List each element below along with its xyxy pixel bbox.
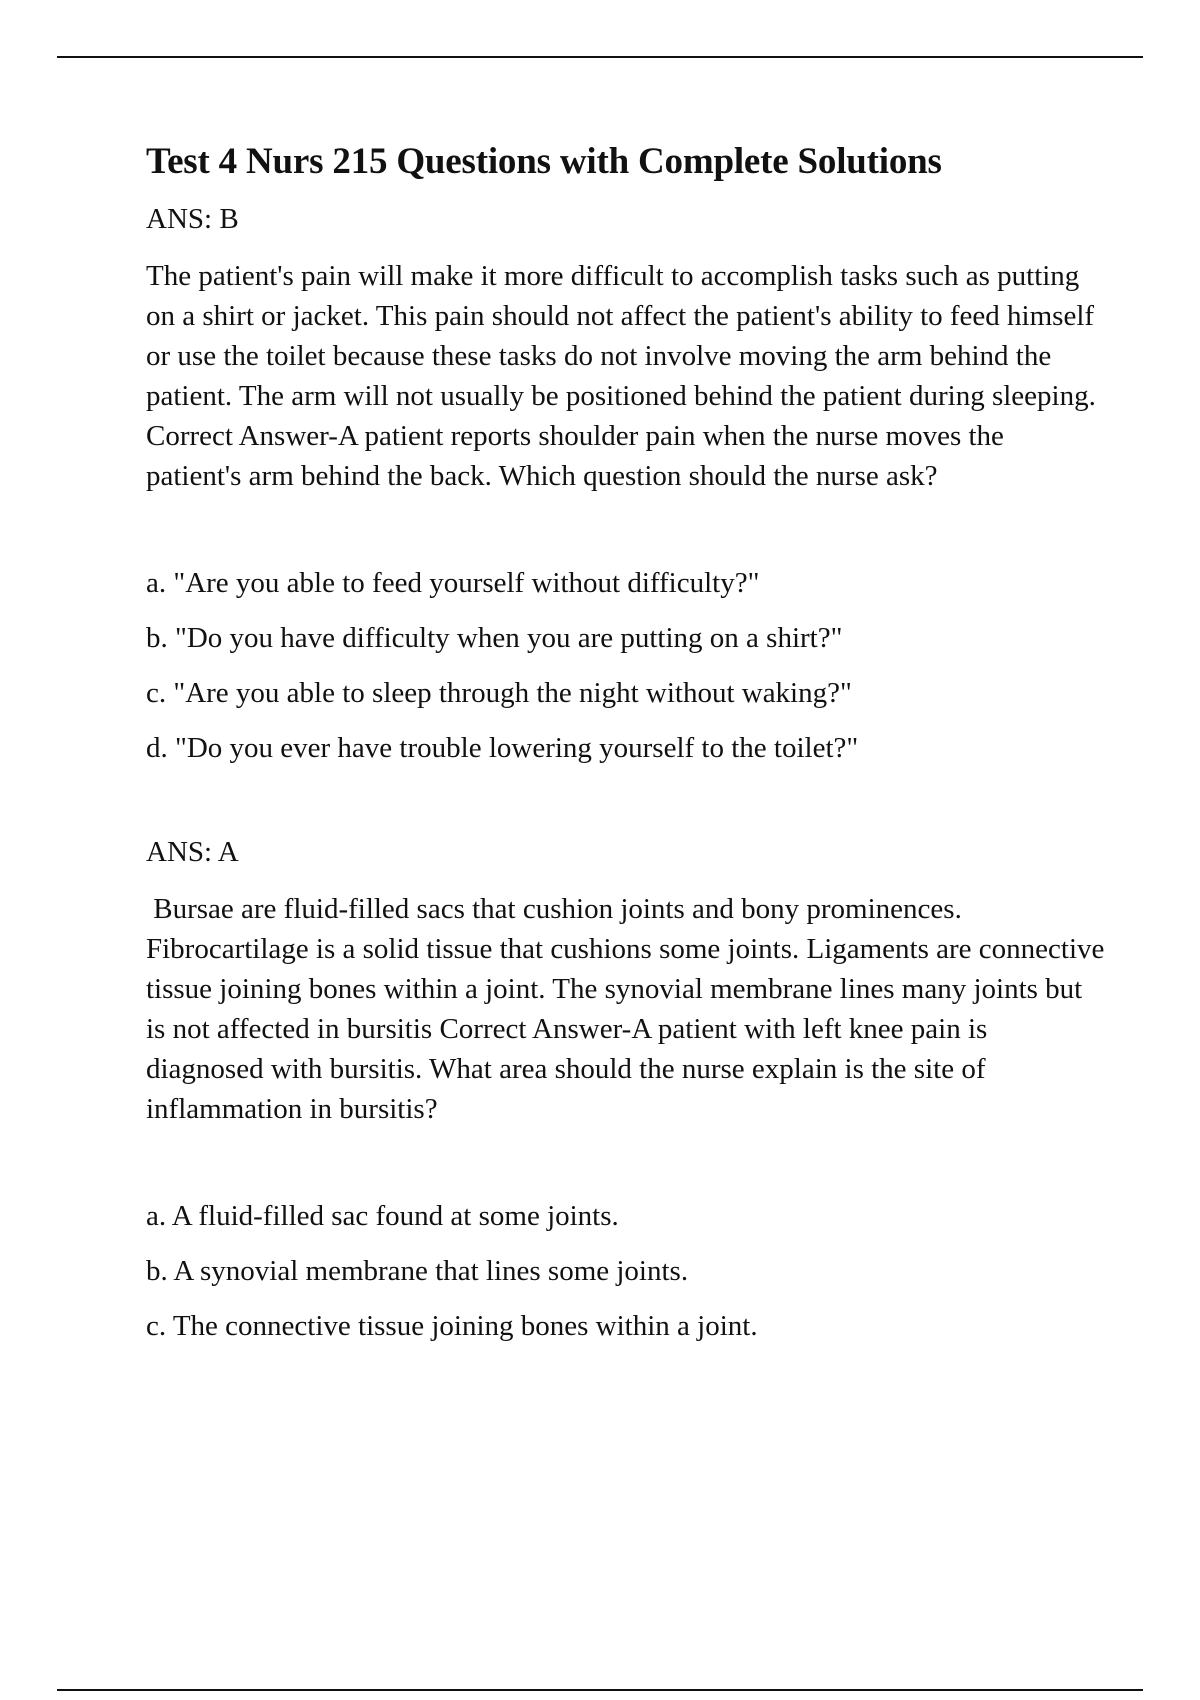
question-1-option-d: d. "Do you ever have trouble lowering yourself to the toilet?" bbox=[146, 731, 859, 764]
document-body bbox=[146, 140, 1112, 1344]
question-1-option-a: a. "Are you able to feed yourself without difficulty?" bbox=[146, 567, 760, 600]
question-1-option-c: c. "Are you able to sleep through the night without waking?" bbox=[146, 676, 852, 709]
question-2-option-b: b. A synovial membrane that lines some joints. bbox=[146, 1254, 689, 1287]
footer-rule bbox=[57, 1689, 1143, 1691]
explanation-1: The patient's pain will make it more difficult to accomplish tasks such as putting on a shirt or jacket. This pain should not affect the patient's ability to feed himself or use the toilet because these tasks do not involve moving the arm behind the patient. The arm will not usually be positioned behind the patient during sleeping. Correct Answer-A patient reports shoulder pain when the nurse moves the patient's arm behind the back. Which question should the nurse ask? bbox=[146, 260, 1096, 493]
document-title: Test 4 Nurs 215 Questions with Complete Solutions bbox=[146, 141, 942, 182]
header-rule bbox=[57, 56, 1143, 58]
answer-label-1: ANS: B bbox=[146, 203, 239, 236]
question-2-option-c: c. The connective tissue joining bones within a joint. bbox=[146, 1309, 758, 1342]
question-2-option-a: a. A fluid-filled sac found at some joints. bbox=[146, 1200, 619, 1233]
answer-label-2: ANS: A bbox=[146, 836, 239, 869]
explanation-2: Bursae are fluid-filled sacs that cushion joints and bony prominences. Fibrocartilage is a solid tissue that cushions some joints. Ligaments are connective tissue joining bones within a joint. The synovial membrane lines many joints but is not affected in bursitis Correct Answer-A patient with left knee pain is diagnosed with bursitis. What area should the nurse explain is the site of inflammation in bursitis? bbox=[146, 893, 1112, 1126]
question-1-option-b: b. "Do you have difficulty when you are putting on a shirt?" bbox=[146, 621, 843, 654]
